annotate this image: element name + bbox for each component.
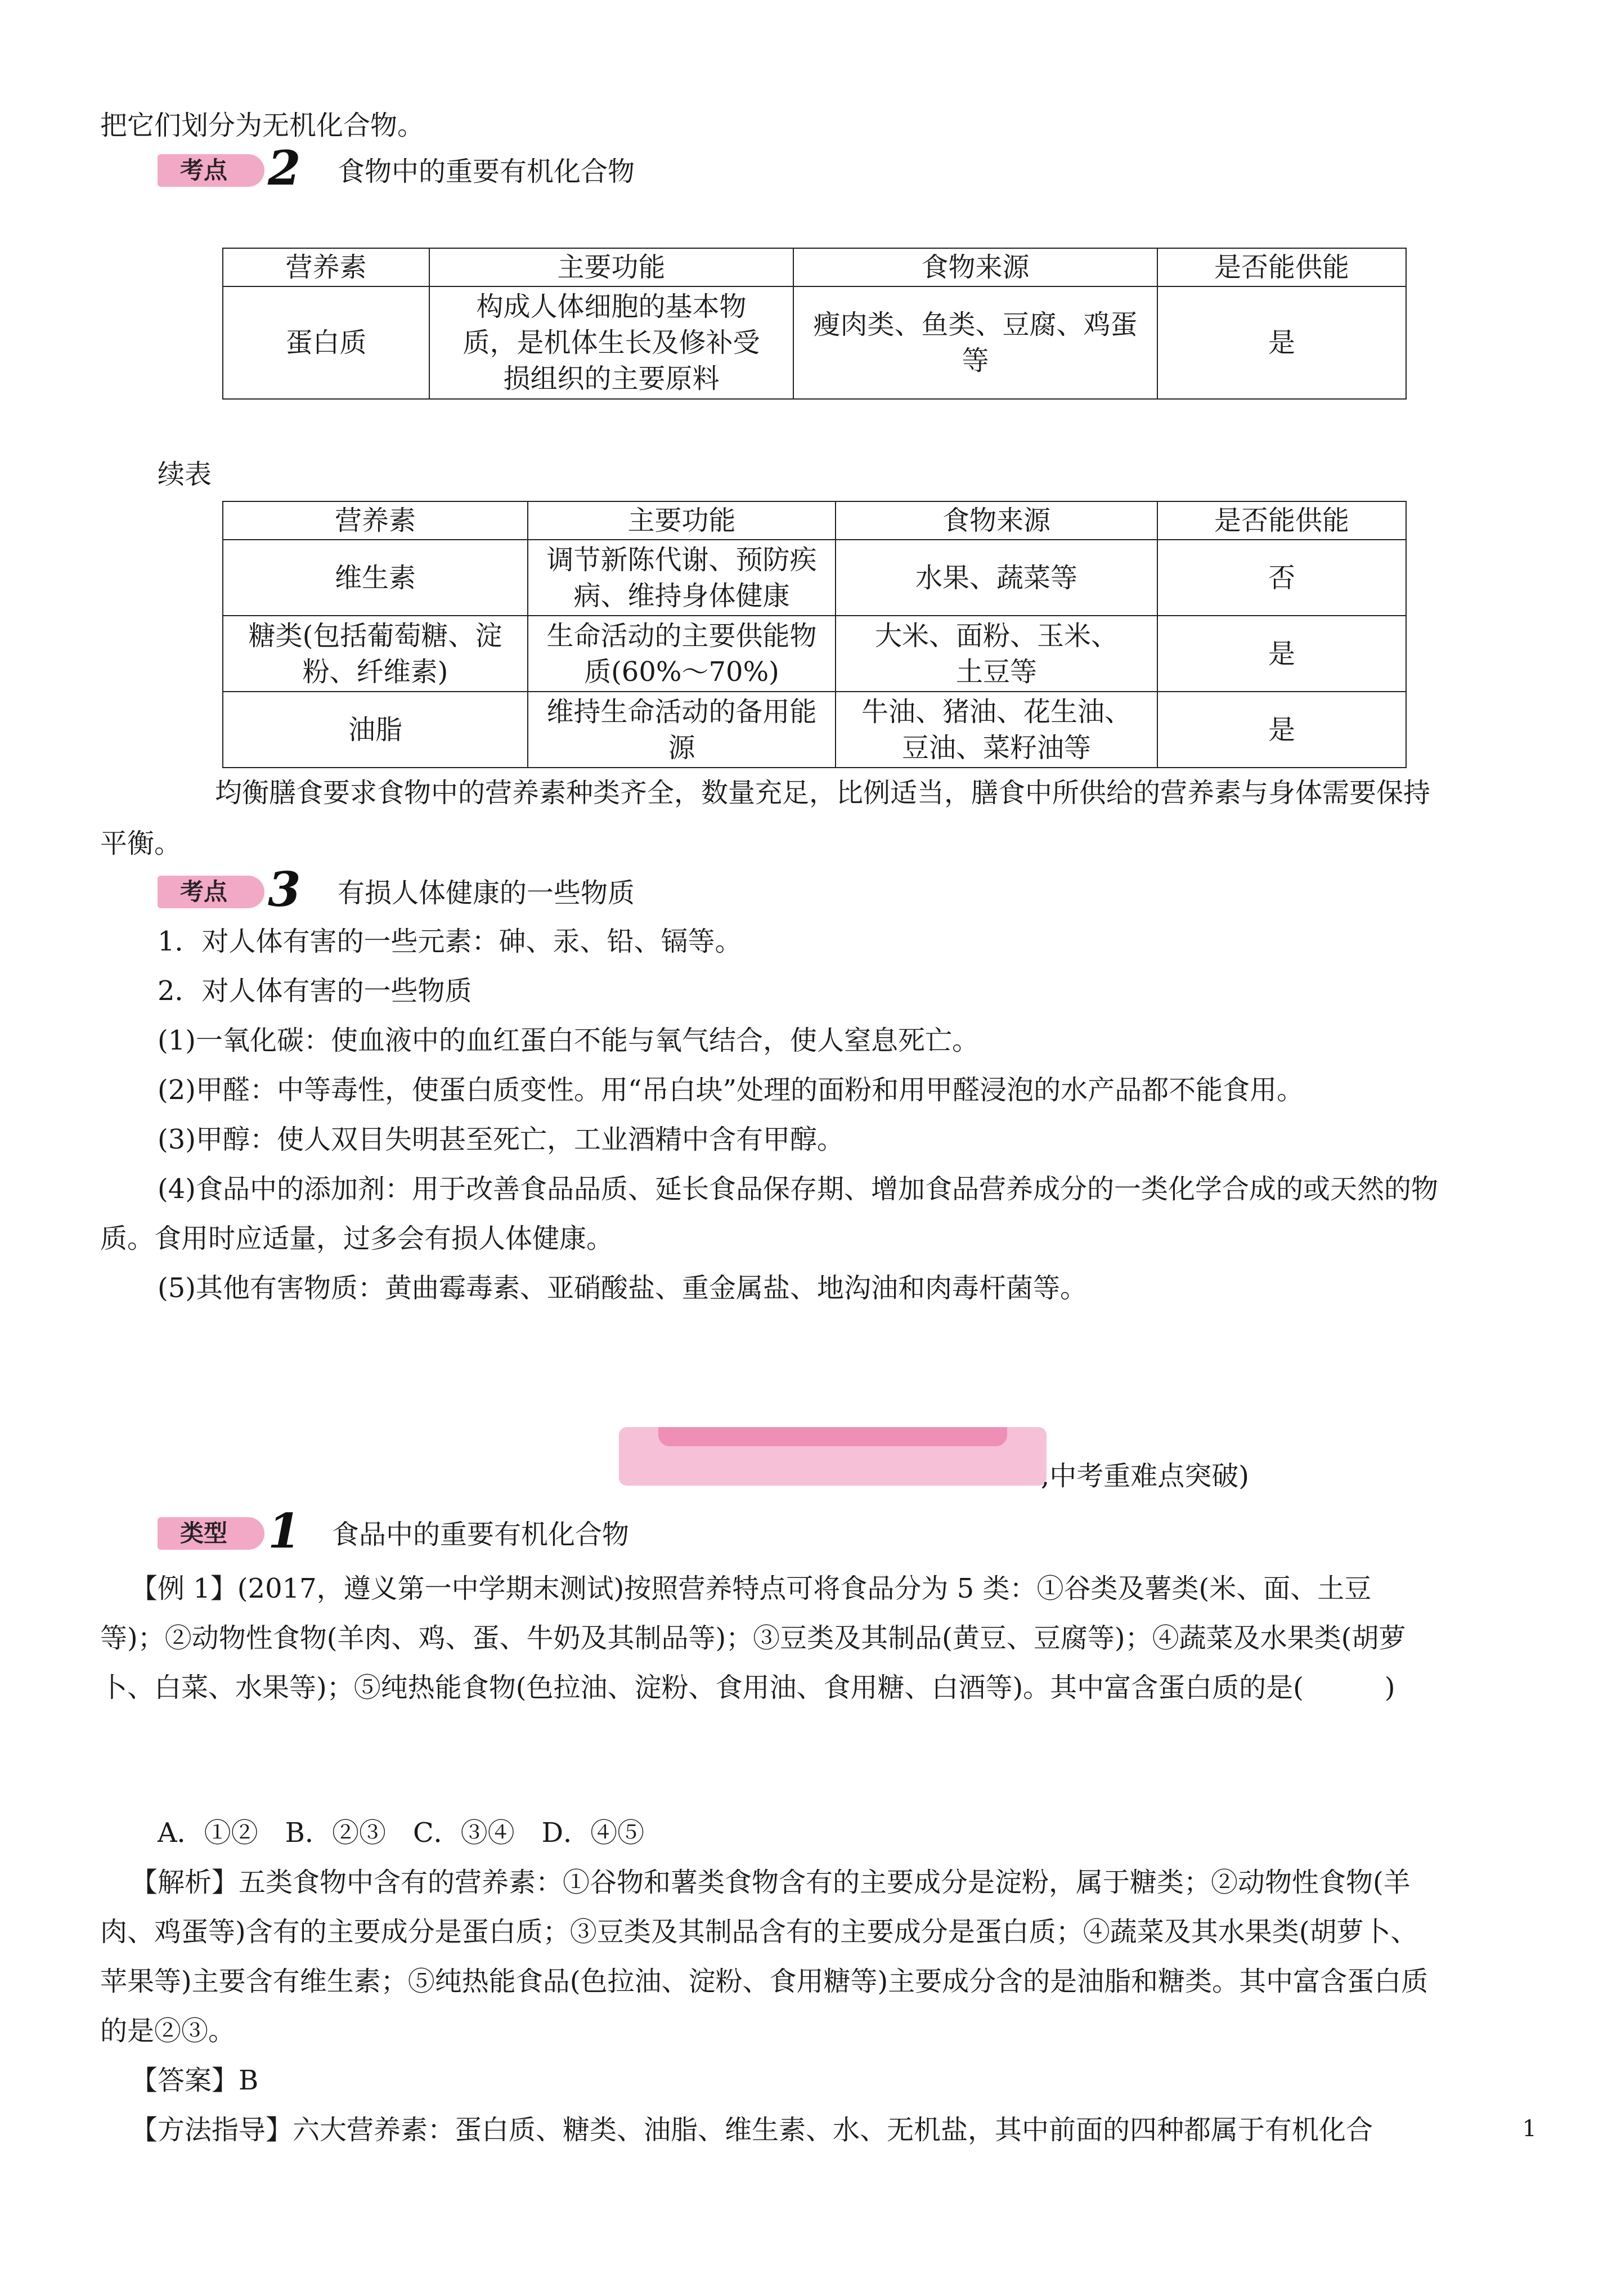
list-item: (2)甲醛：中等毒性，使蛋白质变性。用“吊白块”处理的面粉和用甲醛浸泡的水产品都不能食用。 (158, 1074, 1304, 1106)
paragraph-line: 均衡膳食要求食物中的营养素种类齐全，数量充足，比例适当，膳食中所供给的营养素与身体需要保持 (215, 777, 1431, 809)
table-header: 是否能供能 (1157, 501, 1406, 540)
section-number: 3 (268, 862, 301, 917)
table-cell: 水果、蔬菜等 (836, 540, 1157, 616)
type1-heading (158, 1503, 833, 1559)
table-cell: 是 (1157, 692, 1406, 768)
banner-caption: ,中考重难点突破) (1041, 1460, 1249, 1492)
table-header: 主要功能 (429, 248, 793, 286)
table-header: 是否能供能 (1157, 248, 1406, 286)
analysis-line: 肉、鸡蛋等)含有的主要成分是蛋白质；③豆类及其制品含有的主要成分是蛋白质；④蔬菜及其水果类(胡萝卜、 (100, 1916, 1418, 1948)
section-title: 食物中的重要有机化合物 (338, 156, 635, 187)
table-cell: 大米、面粉、玉米、土豆等 (836, 616, 1157, 692)
type-title: 食品中的重要有机化合物 (332, 1519, 630, 1550)
section2-heading (158, 140, 833, 196)
table-cell: 糖类(包括葡萄糖、淀粉、纤维素) (223, 616, 528, 692)
list-item: (5)其他有害物质：黄曲霉毒素、亚硝酸盐、重金属盐、地沟油和肉毒杆菌等。 (158, 1272, 1087, 1304)
list-item: 质。食用时应适量，过多会有损人体健康。 (100, 1223, 614, 1254)
example-line: 【例 1】(2017，遵义第一中学期末测试)按照营养特点可将食品分为 5 类：①谷类及薯类(米、面、土豆 (131, 1573, 1372, 1604)
table-header: 食物来源 (836, 501, 1157, 540)
table-cell: 维生素 (223, 540, 528, 616)
list-item: (4)食品中的添加剂：用于改善食品品质、延长食品保存期、增加食品营养成分的一类化学合成的或天然的物 (158, 1173, 1438, 1205)
list-item: (3)甲醇：使人双目失明甚至死亡，工业酒精中含有甲醇。 (158, 1124, 844, 1155)
method-line: 【方法指导】六大营养素：蛋白质、糖类、油脂、维生素、水、无机盐，其中前面的四种都属于有机化合 (131, 2114, 1373, 2146)
table-header: 主要功能 (528, 501, 836, 540)
type-badge (158, 1517, 264, 1550)
badge-label: 类型 (180, 1519, 228, 1547)
section-number: 2 (268, 140, 301, 196)
table-cell: 是 (1157, 286, 1406, 399)
section-badge (158, 154, 264, 187)
list-item: 2．对人体有害的一些物质 (158, 975, 472, 1007)
table-header: 食物来源 (793, 248, 1157, 286)
table-cell: 否 (1157, 540, 1406, 616)
table-row (223, 286, 1406, 399)
nutrient-table-2 (222, 501, 1407, 768)
page-number: 1 (1522, 2116, 1537, 2142)
table-cell: 构成人体细胞的基本物质，是机体生长及修补受损组织的主要原料 (429, 286, 793, 399)
section-badge (158, 876, 264, 908)
paragraph-line: 平衡。 (100, 828, 182, 859)
intro-line: 把它们划分为无机化合物。 (100, 110, 425, 141)
nutrient-table-1 (222, 248, 1407, 400)
example-line: 卜、白菜、水果等)；⑤纯热能食物(色拉油、淀粉、食用油、食用糖、白酒等)。其中富含蛋白质的是( ) (100, 1672, 1395, 1703)
table-cell: 调节新陈代谢、预防疾病、维持身体健康 (528, 540, 836, 616)
list-item: (1)一氧化碳：使血液中的血红蛋白不能与氧气结合，使人窒息死亡。 (158, 1025, 979, 1056)
analysis-line: 【解析】五类食物中含有的营养素：①谷物和薯类食物含有的主要成分是淀粉，属于糖类；②动物性食物(羊 (131, 1867, 1411, 1898)
continued-label: 续表 (158, 459, 212, 490)
answer-options: A．①② B．②③ C．③④ D．④⑤ (158, 1817, 645, 1849)
answer-line: 【答案】B (131, 2065, 259, 2096)
example-line: 等)；②动物性食物(羊肉、鸡、蛋、牛奶及其制品等)；③豆类及其制品(黄豆、豆腐等)；④蔬菜及水果类(胡萝 (100, 1622, 1406, 1654)
table-row (223, 692, 1406, 768)
section-title: 有损人体健康的一些物质 (338, 877, 635, 909)
table-cell: 牛油、猪油、花生油、豆油、菜籽油等 (836, 692, 1157, 768)
type-number: 1 (268, 1503, 301, 1559)
table-cell: 蛋白质 (223, 286, 429, 399)
section-banner (619, 1427, 1047, 1486)
table-cell: 瘦肉类、鱼类、豆腐、鸡蛋等 (793, 286, 1157, 399)
table-header: 营养素 (223, 501, 528, 540)
banner-decoration (658, 1427, 1007, 1446)
badge-label: 考点 (180, 878, 228, 905)
list-item: 1．对人体有害的一些元素：砷、汞、铅、镉等。 (158, 926, 742, 957)
table-header: 营养素 (223, 248, 429, 286)
badge-label: 考点 (180, 156, 228, 184)
analysis-line: 的是②③。 (100, 2015, 236, 2047)
table-cell: 维持生命活动的备用能源 (528, 692, 836, 768)
table-cell: 是 (1157, 616, 1406, 692)
section3-heading (158, 862, 833, 917)
table-row (223, 540, 1406, 616)
table-cell: 油脂 (223, 692, 528, 768)
table-cell: 生命活动的主要供能物质(60%～70%) (528, 616, 836, 692)
table-row (223, 616, 1406, 692)
analysis-line: 苹果等)主要含有维生素；⑤纯热能食品(色拉油、淀粉、食用糖等)主要成分含的是油脂和糖类。其中富含蛋白质 (100, 1966, 1429, 1997)
